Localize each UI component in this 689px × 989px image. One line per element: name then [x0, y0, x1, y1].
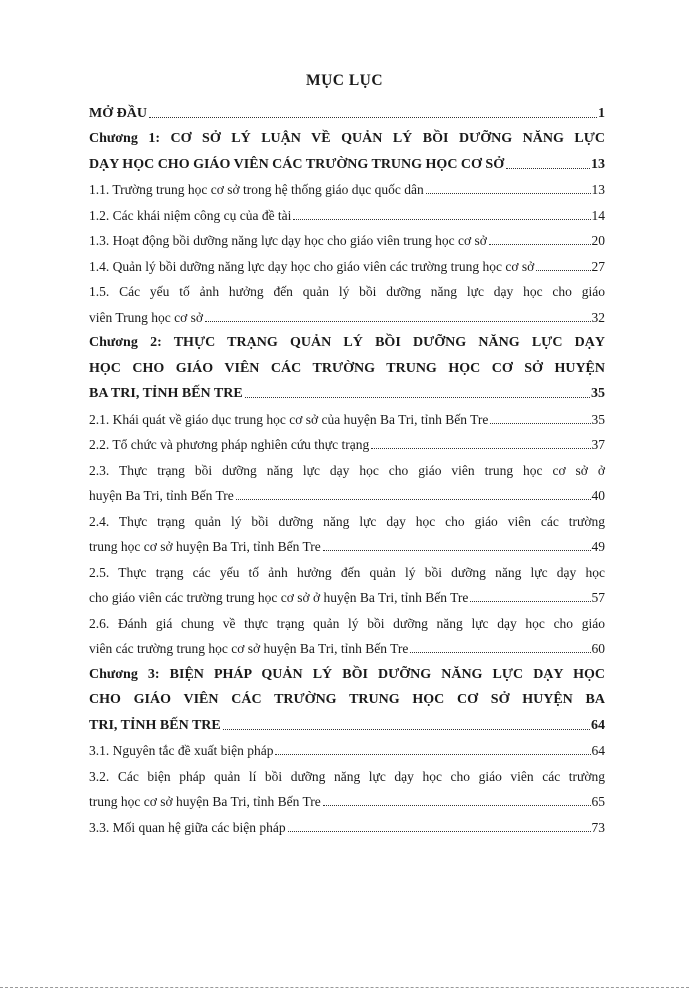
toc-page-number: 13: [591, 156, 605, 172]
toc-entry[interactable]: [89, 275, 605, 326]
toc-page-number: 73: [591, 819, 605, 835]
toc-entry-text: DẠY HỌC CHO GIÁO VIÊN CÁC TRƯỜNG TRUNG HỌC CƠ SỞ: [89, 156, 505, 172]
toc-entry[interactable]: [89, 326, 605, 403]
toc-entry-text: 2.4. Thực trạng quản lý bồi dưỡng năng lực dạy học cho giáo viên các trường: [89, 513, 605, 529]
table-of-contents: [89, 96, 605, 836]
toc-page-number: 32: [591, 309, 605, 325]
dot-leader: [223, 729, 590, 730]
toc-entry-text: 1.3. Hoạt động bồi dưỡng năng lực dạy học cho giáo viên trung học cơ sở: [89, 233, 487, 248]
dot-leader: [371, 448, 590, 449]
toc-entry-text: 2.1. Khái quát về giáo dục trung học cơ sở của huyện Ba Tri, tỉnh Bến Tre: [89, 411, 489, 427]
page-title: MỤC LỤC: [305, 72, 384, 89]
toc-entry[interactable]: [89, 428, 605, 454]
toc-entry-text: viên các trường trung học cơ sở huyện Ba Tri, tỉnh Bến Tre: [89, 641, 409, 656]
toc-page-number: 64: [591, 717, 605, 733]
dot-leader: [536, 270, 590, 271]
toc-entry-text: huyện Ba Tri, tỉnh Bến Tre: [89, 488, 234, 503]
toc-entry[interactable]: [89, 224, 605, 250]
toc-entry-text: 1.5. Các yếu tố ảnh hưởng đến quản lý bồi dưỡng năng lực dạy học cho giáo: [89, 284, 605, 299]
toc-entry[interactable]: [89, 198, 605, 224]
toc-page-number: 57: [591, 590, 605, 605]
toc-page-number: 60: [591, 641, 605, 656]
toc-entry-text: 1.4. Quản lý bồi dưỡng năng lực dạy học cho giáo viên các trường trung học cơ sở: [89, 258, 535, 274]
toc-entry[interactable]: [89, 173, 605, 199]
toc-page-number: 65: [591, 794, 605, 809]
dot-leader: [490, 423, 590, 424]
toc-entry-text: 2.2. Tổ chức và phương pháp nghiên cứu thực trạng: [89, 437, 370, 452]
toc-page-number: 14: [591, 207, 605, 223]
toc-entry-text: CHO GIÁO VIÊN CÁC TRƯỜNG TRUNG HỌC CƠ SỞ HUYỆN BA: [89, 692, 605, 707]
toc-page-number: 64: [591, 743, 605, 758]
toc-entry-text: 1.2. Các khái niệm công cụ của đề tài: [89, 207, 292, 223]
dot-leader: [470, 601, 590, 602]
toc-page-number: 49: [591, 539, 605, 554]
toc-page-number: 40: [591, 488, 605, 503]
toc-entry-text: 3.1. Nguyên tắc đề xuất biện pháp: [89, 743, 274, 758]
toc-entry-text: 1.1. Trường trung học cơ sở trong hệ thống giáo dục quốc dân: [89, 182, 424, 197]
toc-entry[interactable]: [89, 606, 605, 657]
toc-entry[interactable]: [89, 504, 605, 555]
toc-page-number: 35: [591, 411, 605, 427]
toc-entry-text: Chương 1: CƠ SỞ LÝ LUẬN VỀ QUẢN LÝ BỒI DƯỠNG NĂNG LỰC: [89, 131, 605, 146]
dot-leader: [245, 397, 590, 398]
dot-leader: [426, 193, 591, 194]
toc-entry[interactable]: [89, 734, 605, 760]
toc-page-number: 27: [591, 258, 605, 274]
toc-entry[interactable]: [89, 810, 605, 836]
toc-entry-text: 2.5. Thực trạng các yếu tố ảnh hưởng đến quản lý bồi dưỡng năng lực dạy học: [89, 564, 605, 580]
toc-entry[interactable]: [89, 657, 605, 734]
toc-entry-text: 2.3. Thực trạng bồi dưỡng năng lực dạy học cho giáo viên trung học cơ sở ở: [89, 462, 605, 478]
dot-leader: [489, 244, 591, 245]
dot-leader: [288, 831, 591, 832]
toc-entry[interactable]: [89, 96, 605, 122]
toc-entry[interactable]: [89, 402, 605, 428]
toc-entry-text: trung học cơ sở huyện Ba Tri, tỉnh Bến Tre: [89, 794, 321, 809]
toc-entry-text: 3.3. Mối quan hệ giữa các biện pháp: [89, 819, 286, 835]
toc-entry[interactable]: [89, 249, 605, 275]
toc-entry-text: Chương 2: THỰC TRẠNG QUẢN LÝ BỒI DƯỠNG NĂNG LỰC DẠY: [89, 335, 605, 350]
toc-entry-text: viên Trung học cơ sở: [89, 309, 204, 325]
dot-leader: [293, 219, 590, 220]
toc-entry-text: trung học cơ sở huyện Ba Tri, tỉnh Bến Tre: [89, 539, 321, 554]
dot-leader: [205, 321, 590, 322]
dot-leader: [275, 754, 590, 755]
toc-page-number: 35: [591, 386, 605, 401]
toc-entry-text: Chương 3: BIỆN PHÁP QUẢN LÝ BỒI DƯỠNG NĂNG LỰC DẠY HỌC: [89, 666, 605, 682]
toc-entry-text: 3.2. Các biện pháp quản lí bồi dưỡng năng lực dạy học cho giáo viên các trường: [89, 768, 605, 784]
toc-entry-text: HỌC CHO GIÁO VIÊN CÁC TRƯỜNG TRUNG HỌC CƠ SỞ HUYỆN: [89, 360, 605, 376]
dot-leader: [149, 117, 597, 118]
toc-entry-text: TRI, TỈNH BẾN TRE: [89, 717, 221, 733]
toc-entry-text: BA TRI, TỈNH BẾN TRE: [89, 386, 243, 401]
toc-page-number: 20: [591, 233, 605, 248]
toc-entry-text: 2.6. Đánh giá chung về thực trạng quản lý bồi dưỡng năng lực dạy học cho giáo: [89, 615, 605, 631]
page-bottom-rule: [0, 987, 689, 988]
dot-leader: [506, 168, 590, 169]
toc-page-number: 13: [591, 182, 605, 197]
toc-entry[interactable]: [89, 122, 605, 173]
toc-entry-text: MỞ ĐẦU: [89, 105, 147, 121]
dot-leader: [410, 652, 590, 653]
dot-leader: [236, 499, 591, 500]
toc-entry[interactable]: [89, 759, 605, 810]
toc-page-number: 37: [591, 437, 605, 452]
toc-entry[interactable]: [89, 453, 605, 504]
toc-entry-text: cho giáo viên các trường trung học cơ sở ở huyện Ba Tri, tỉnh Bến Tre: [89, 590, 469, 605]
dot-leader: [323, 550, 591, 551]
toc-entry[interactable]: [89, 555, 605, 606]
toc-page-number: 1: [598, 105, 605, 121]
dot-leader: [323, 805, 591, 806]
